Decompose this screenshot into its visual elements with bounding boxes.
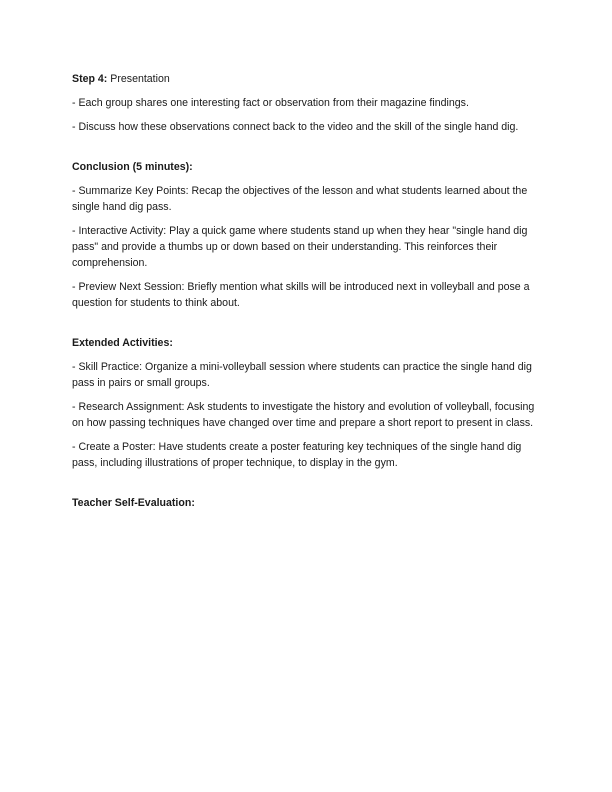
step-4-title: Presentation [110,73,170,85]
section-spacer [72,143,540,159]
teacher-self-evaluation-heading: Teacher Self-Evaluation: [72,497,195,509]
extended-activity-item: - Create a Poster: Have students create a poster featuring key techniques of the single hand dig pass, including illustrations of proper technique, to display in the gym. [72,441,522,469]
section-spacer [72,479,540,495]
extended-activity-item: - Skill Practice: Organize a mini-volleyball session where students can practice the single hand dig pass in pairs or small groups. [72,361,532,389]
step-4-line [72,71,540,87]
step-4-item: - Each group shares one interesting fact or observation from their magazine findings. [72,97,469,109]
conclusion-item: - Summarize Key Points: Recap the objectives of the lesson and what students learned about the single hand dig pass. [72,185,528,213]
section-spacer [72,319,540,335]
conclusion-item: - Preview Next Session: Briefly mention what skills will be introduced next in volleyball and pose a question for students to think about. [72,281,530,309]
extended-activity-item: - Research Assignment: Ask students to investigate the history and evolution of volleyball, focusing on how passing techniques have changed over time and prepare a short report to present in class. [72,401,535,429]
conclusion-item: - Interactive Activity: Play a quick game where students stand up when they hear "single hand dig pass" and provide a thumbs up or down based on their understanding. This reinforces their comprehension. [72,225,528,269]
document-page [72,71,540,519]
extended-activities-heading: Extended Activities: [72,337,173,349]
step-4-label: Step 4: [72,73,108,85]
conclusion-heading: Conclusion (5 minutes): [72,161,193,173]
step-4-item: - Discuss how these observations connect back to the video and the skill of the single hand dig. [72,121,519,133]
